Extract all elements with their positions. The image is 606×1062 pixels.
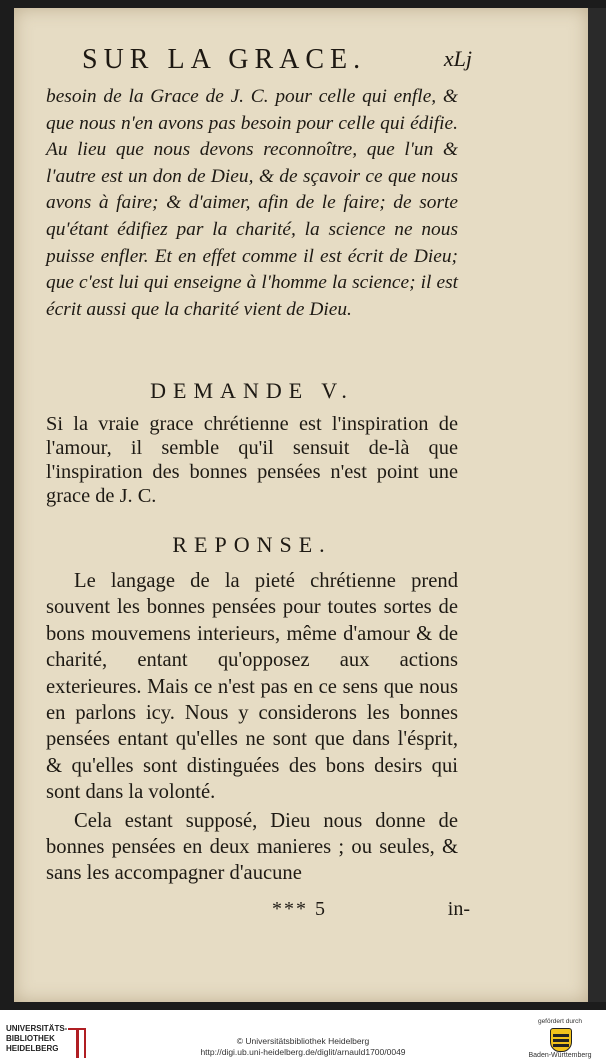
copyright-notice <box>0 1036 606 1058</box>
catchword: in- <box>447 898 470 920</box>
catchline <box>240 898 470 928</box>
library-name-line-2: BIBLIOTHEK <box>6 1034 55 1043</box>
signature-mark: *** 5 <box>272 898 327 920</box>
page-number: xLj <box>443 46 472 71</box>
copyright-text: © Universitätsbibliothek Heidelberg <box>236 1036 370 1046</box>
question-block <box>46 412 458 508</box>
sponsor-name: Baden-Württemberg <box>528 1052 592 1059</box>
permalink-url[interactable]: http://digi.ub.uni-heidelberg.de/diglit/arnauld1700/0049 <box>200 1047 406 1057</box>
heading-demande: DEMANDE V. <box>150 378 354 403</box>
sponsor-label: gefördert durch <box>537 1018 583 1025</box>
sponsor-logo[interactable] <box>520 1018 600 1059</box>
running-title: SUR LA GRACE. <box>82 44 367 75</box>
page-edge <box>588 8 606 1002</box>
coat-of-arms-icon <box>550 1028 572 1052</box>
page-header <box>82 44 472 84</box>
italic-paragraph-block <box>46 84 458 323</box>
library-name-line-3: HEIDELBERG <box>6 1044 59 1053</box>
question-text: Si la vraie grace chrétienne est l'inspiration de l'amour, il semble qu'il sensuit de-là que l'inspiration des bonnes pensées n'est point une grace de J. C. <box>46 413 458 507</box>
answer-paragraph-1: Le langage de la pieté chrétienne prend souvent les bonnes pensées pour toutes sortes de bons mouvemens interieurs, même d'amour & de charité, entant qu'opposez aux actions exterieures. Mais ce n'est pas en ce sens que nous en parlons icy. Nous y considerons les bonnes pensées entant qu'elles ne sont que dans l'ésprit, & qu'elles sont distinguées des bons desirs qui sont dans la volonté. <box>46 570 458 804</box>
answer-paragraph-2: Cela estant supposé, Dieu nous donne de bonnes pensées en deux manieres ; ou seules, & sans les accompagner d'aucune <box>46 809 458 885</box>
answer-block <box>46 568 458 887</box>
heading-reponse: REPONSE. <box>172 532 332 557</box>
library-name-line-1: UNIVERSITÄTS- <box>6 1024 68 1033</box>
italic-paragraph: besoin de la Grace de J. C. pour celle qui enfle, & que nous n'en avons pas besoin pour celle qui édifie. Au lieu que nous devons reconnoître, que l'un & l'autre est un don de Dieu, & de sçavoir ce que nous avons à faire; & d'aimer, afin de le faire; de sorte qu'étant édifiez par la charité, la science ne nous puisse enfler. Et en effet comme il est écrit de Dieu; que c'est lui qui enseigne à l'homme la science; il est écrit aussi que la charité vient de Dieu. <box>46 86 458 320</box>
